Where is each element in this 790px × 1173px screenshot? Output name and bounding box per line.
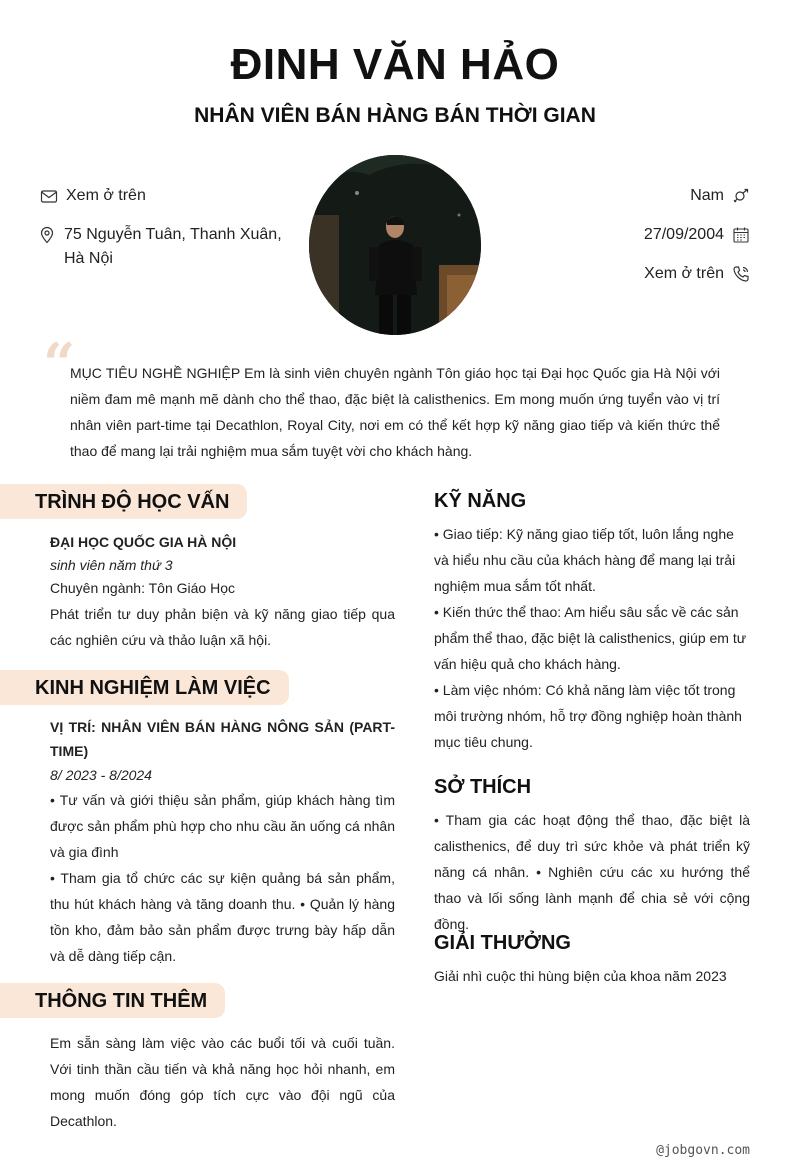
additional-text: Em sẵn sàng làm việc vào các buổi tối và cuối tuần. Với tinh thần cầu tiến và khả năng học hỏi nhanh, em mong muốn đóng góp tích cực vào đội ngũ của Decathlon. [50, 1035, 395, 1129]
experience-period: 8/ 2023 - 8/2024 [50, 767, 152, 783]
experience-position: VỊ TRÍ: NHÂN VIÊN BÁN HÀNG NÔNG SẢN (PART-TIME) [50, 719, 395, 759]
contact-phone [490, 262, 750, 286]
experience-heading: KINH NGHIỆM LÀM VIỆC [0, 670, 289, 705]
contact-email [40, 184, 300, 208]
experience-section [50, 715, 395, 969]
education-description: Phát triển tư duy phản biện và kỹ năng giao tiếp qua các nghiên cứu và thảo luận xã hội. [50, 606, 395, 648]
gender-icon [732, 187, 750, 205]
education-major: Chuyên ngành: Tôn Giáo Học [50, 580, 235, 596]
contact-birthdate [490, 223, 750, 247]
skill-item: • Làm việc nhóm: Có khả năng làm việc tốt trong môi trường nhóm, hỗ trợ đồng nghiệp hoàn thành mục tiêu chung. [434, 682, 742, 750]
profile-photo [309, 155, 481, 335]
phone-icon [732, 265, 750, 283]
hobbies-heading: SỞ THÍCH [434, 776, 532, 798]
experience-bullet: • Tư vấn và giới thiệu sản phẩm, giúp khách hàng tìm được sản phẩm phù hợp cho nhu cầu ăn uống cá nhân và gia đình [50, 792, 395, 860]
education-heading: TRÌNH ĐỘ HỌC VẤN [0, 484, 247, 519]
skill-item: • Kiến thức thể thao: Am hiểu sâu sắc về các sản phẩm thể thao, đặc biệt là calisthenics, giúp em tư vấn hiệu quả cho khách hàng. [434, 604, 747, 672]
hobbies-text: • Tham gia các hoạt động thể thao, đặc biệt là calisthenics, để duy trì sức khỏe và phát triển kỹ năng cá nhân. • Nghiên cứu các xu hướng thể thao và lối sống lành mạnh để chia sẻ với cộng đồng. [434, 812, 750, 932]
skills-heading: KỸ NĂNG [434, 490, 527, 512]
birthdate-value: 27/09/2004 [643, 226, 724, 243]
email-icon [40, 187, 58, 205]
education-year: sinh viên năm thứ 3 [50, 557, 173, 573]
contact-address [38, 223, 300, 271]
experience-bullet: • Tham gia tổ chức các sự kiện quảng bá sản phẩm, thu hút khách hàng và tăng doanh thu. • Quản lý hàng tồn kho, đảm bảo sản phẩm được trưng bày hấp dẫn và dễ dàng tiếp cận. [50, 870, 395, 964]
career-objective: MỤC TIÊU NGHỀ NGHIỆP Em là sinh viên chuyên ngành Tôn giáo học tại Đại học Quốc gia Hà Nội với niềm đam mê mạnh mẽ dành cho thể thao, đặc biệt là calisthenics. Em mong muốn ứng tuyển vào vị trí nhân viên part-time tại Decathlon, Royal City, nơi em có thể kết hợp kỹ năng giao tiếp và kiến thức thể thao để mang lại trải nghiệm mua sắm tuyệt vời cho khách hàng. [70, 365, 720, 459]
location-icon [38, 226, 56, 244]
watermark: @jobgovn.com [656, 1143, 750, 1158]
contact-gender [490, 184, 750, 208]
gender-value: Nam [690, 187, 724, 204]
additional-heading: THÔNG TIN THÊM [0, 983, 225, 1018]
skill-item: • Giao tiếp: Kỹ năng giao tiếp tốt, luôn lắng nghe và hiểu nhu cầu của khách hàng để mang lại trải nghiệm mua sắm tốt nhất. [434, 526, 736, 594]
calendar-icon [732, 226, 750, 244]
email-value: Xem ở trên [66, 187, 146, 204]
awards-text: Giải nhì cuộc thi hùng biện của khoa năm 2023 [434, 968, 727, 984]
candidate-name: ĐINH VĂN HẢO [230, 40, 560, 89]
job-title: NHÂN VIÊN BÁN HÀNG BÁN THỜI GIAN [194, 104, 596, 127]
education-section [50, 529, 395, 653]
school-name: ĐẠI HỌC QUỐC GIA HÀ NỘI [50, 534, 237, 550]
skills-section [434, 521, 750, 755]
awards-heading: GIẢI THƯỞNG [434, 932, 571, 954]
phone-value: Xem ở trên [644, 265, 724, 282]
address-value: 75 Nguyễn Tuân, Thanh Xuân, Hà Nội [64, 226, 282, 267]
quote-icon: “ [43, 331, 76, 397]
